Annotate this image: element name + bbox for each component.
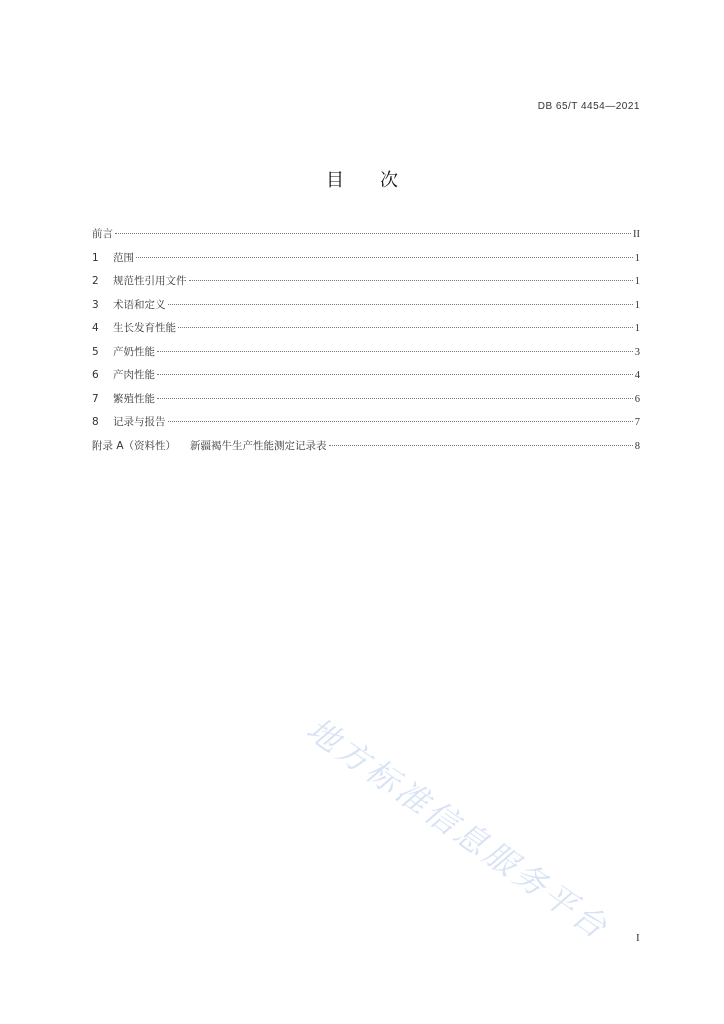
toc-entry-6[interactable] xyxy=(92,367,640,391)
toc-entry-5[interactable] xyxy=(92,344,640,368)
toc-entry-number: 2 xyxy=(92,275,99,287)
toc-entry-text: 产肉性能 xyxy=(113,369,155,381)
toc-entry-text: 记录与报告 xyxy=(113,416,166,428)
toc-entry-number: 4 xyxy=(92,322,99,334)
toc-title xyxy=(0,166,724,192)
toc-entry-page: 1 xyxy=(634,252,640,264)
toc-leader-dots xyxy=(178,327,633,328)
toc-entry-text: 前言 xyxy=(92,228,113,240)
toc-leader-dots xyxy=(157,398,633,399)
toc-leader-dots xyxy=(168,421,633,422)
toc-entry-page: II xyxy=(633,229,640,240)
toc-entry-page: 1 xyxy=(634,276,640,287)
toc-entry-4[interactable] xyxy=(92,320,640,344)
toc-entry-page: 1 xyxy=(634,323,640,334)
toc-entry-text: 产奶性能 xyxy=(113,345,155,358)
toc-entry-3[interactable] xyxy=(92,297,640,321)
toc-entry-foreword[interactable] xyxy=(92,226,640,250)
toc-entry-page: 1 xyxy=(634,299,640,311)
toc-entry-number: 5 xyxy=(92,345,99,358)
toc-entry-text: 范围 xyxy=(113,251,134,264)
watermark-text: 地方标准信息服务平台 xyxy=(299,709,617,948)
toc-entry-number: 3 xyxy=(92,298,99,311)
toc-entry-text: 繁殖性能 xyxy=(113,392,155,405)
toc-entry-number: 7 xyxy=(92,392,99,405)
page-number: I xyxy=(636,932,640,944)
toc-leader-dots xyxy=(157,351,633,352)
toc-appendix-label: 附录 A（资料性） xyxy=(92,439,177,452)
toc-entry-text: 生长发育性能 xyxy=(113,322,176,334)
toc-leader-dots xyxy=(189,280,633,281)
toc-list xyxy=(92,226,640,461)
toc-entry-7[interactable] xyxy=(92,391,640,415)
toc-entry-number: 1 xyxy=(92,251,99,264)
toc-entry-text: 术语和定义 xyxy=(113,298,166,311)
toc-entry-8[interactable] xyxy=(92,414,640,438)
document-code: DB 65/T 4454—2021 xyxy=(537,101,640,112)
toc-leader-dots xyxy=(115,233,631,234)
toc-leader-dots xyxy=(329,445,633,446)
toc-entry-page: 8 xyxy=(634,440,640,452)
toc-entry-appendix-a[interactable] xyxy=(92,438,640,462)
toc-entry-page: 6 xyxy=(634,393,640,405)
toc-entry-text: 规范性引用文件 xyxy=(113,275,187,287)
toc-entry-page: 3 xyxy=(634,346,640,358)
toc-entry-page: 7 xyxy=(634,417,640,428)
toc-leader-dots xyxy=(168,304,633,305)
toc-entry-page: 4 xyxy=(634,370,640,381)
toc-title-char-1: 目 xyxy=(326,170,344,191)
toc-leader-dots xyxy=(157,374,633,375)
toc-entry-1[interactable] xyxy=(92,250,640,274)
toc-entry-2[interactable] xyxy=(92,273,640,297)
toc-entry-number: 6 xyxy=(92,369,99,381)
toc-leader-dots xyxy=(136,257,633,258)
toc-entry-number: 8 xyxy=(92,416,99,428)
toc-title-char-2: 次 xyxy=(380,170,398,191)
toc-appendix-text: 新疆褐牛生产性能测定记录表 xyxy=(190,439,327,452)
